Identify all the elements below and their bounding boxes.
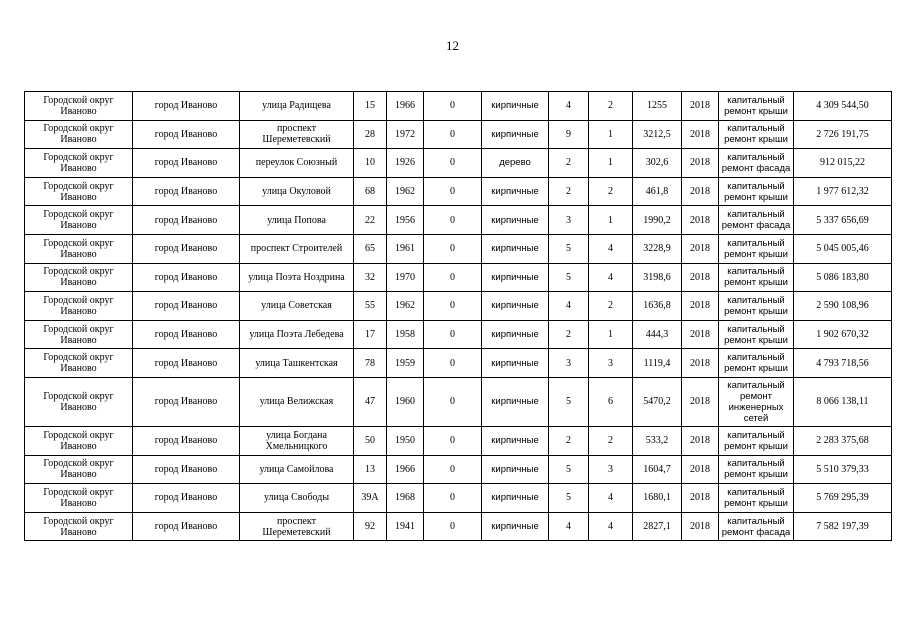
cell-city: город Иваново <box>133 484 240 513</box>
cell-house: 55 <box>354 292 387 321</box>
cell-zero: 0 <box>424 426 482 455</box>
cell-entrances: 1 <box>589 120 633 149</box>
cell-street: улица Радищева <box>240 92 354 121</box>
cell-material: кирпичные <box>482 292 549 321</box>
cell-work: капитальный ремонт крыши <box>719 292 794 321</box>
cell-street: улица Поэта Ноздрина <box>240 263 354 292</box>
cell-floors: 9 <box>549 120 589 149</box>
cell-plan-year: 2018 <box>682 349 719 378</box>
table-row <box>25 320 892 349</box>
cell-street: улица Поэта Лебедева <box>240 320 354 349</box>
cell-entrances: 3 <box>589 455 633 484</box>
cell-work: капитальный ремонт фасада <box>719 149 794 178</box>
cell-area: 3228,9 <box>633 234 682 263</box>
cell-house: 22 <box>354 206 387 235</box>
cell-material: кирпичные <box>482 349 549 378</box>
cell-floors: 3 <box>549 206 589 235</box>
cell-area: 1604,7 <box>633 455 682 484</box>
cell-floors: 2 <box>549 320 589 349</box>
cell-plan-year: 2018 <box>682 92 719 121</box>
cell-house: 47 <box>354 377 387 426</box>
cell-plan-year: 2018 <box>682 320 719 349</box>
cell-year: 1958 <box>387 320 424 349</box>
cell-plan-year: 2018 <box>682 512 719 541</box>
cell-plan-year: 2018 <box>682 177 719 206</box>
cell-house: 28 <box>354 120 387 149</box>
cell-work: капитальный ремонт крыши <box>719 455 794 484</box>
cell-cost: 7 582 197,39 <box>794 512 892 541</box>
cell-floors: 5 <box>549 234 589 263</box>
table-row <box>25 426 892 455</box>
cell-cost: 2 283 375,68 <box>794 426 892 455</box>
cell-street: улица Попова <box>240 206 354 235</box>
cell-area: 461,8 <box>633 177 682 206</box>
cell-year: 1926 <box>387 149 424 178</box>
cell-street: проспект Строителей <box>240 234 354 263</box>
cell-house: 15 <box>354 92 387 121</box>
cell-floors: 2 <box>549 426 589 455</box>
cell-cost: 1 902 670,32 <box>794 320 892 349</box>
cell-year: 1966 <box>387 92 424 121</box>
cell-street: улица Ташкентская <box>240 349 354 378</box>
cell-city: город Иваново <box>133 512 240 541</box>
table-row <box>25 263 892 292</box>
cell-floors: 2 <box>549 177 589 206</box>
cell-work: капитальный ремонт крыши <box>719 234 794 263</box>
cell-city: город Иваново <box>133 455 240 484</box>
table-row <box>25 512 892 541</box>
cell-house: 65 <box>354 234 387 263</box>
cell-street: улица Богдана Хмельницкого <box>240 426 354 455</box>
cell-cost: 5 045 005,46 <box>794 234 892 263</box>
cell-entrances: 4 <box>589 263 633 292</box>
cell-material: кирпичные <box>482 120 549 149</box>
cell-district: Городской округ Иваново <box>25 484 133 513</box>
cell-year: 1956 <box>387 206 424 235</box>
cell-district: Городской округ Иваново <box>25 263 133 292</box>
cell-floors: 2 <box>549 149 589 178</box>
cell-plan-year: 2018 <box>682 206 719 235</box>
cell-plan-year: 2018 <box>682 149 719 178</box>
cell-plan-year: 2018 <box>682 292 719 321</box>
cell-work: капитальный ремонт инженерных сетей <box>719 377 794 426</box>
cell-district: Городской округ Иваново <box>25 92 133 121</box>
cell-cost: 8 066 138,11 <box>794 377 892 426</box>
cell-floors: 5 <box>549 484 589 513</box>
cell-cost: 5 510 379,33 <box>794 455 892 484</box>
cell-year: 1962 <box>387 177 424 206</box>
cell-city: город Иваново <box>133 92 240 121</box>
table-row <box>25 206 892 235</box>
cell-year: 1941 <box>387 512 424 541</box>
cell-area: 5470,2 <box>633 377 682 426</box>
cell-zero: 0 <box>424 484 482 513</box>
cell-year: 1959 <box>387 349 424 378</box>
cell-area: 1119,4 <box>633 349 682 378</box>
cell-work: капитальный ремонт крыши <box>719 263 794 292</box>
cell-street: улица Советская <box>240 292 354 321</box>
cell-area: 1255 <box>633 92 682 121</box>
cell-zero: 0 <box>424 349 482 378</box>
cell-zero: 0 <box>424 292 482 321</box>
cell-entrances: 2 <box>589 426 633 455</box>
cell-plan-year: 2018 <box>682 263 719 292</box>
cell-work: капитальный ремонт крыши <box>719 120 794 149</box>
cell-zero: 0 <box>424 177 482 206</box>
cell-entrances: 4 <box>589 512 633 541</box>
cell-zero: 0 <box>424 149 482 178</box>
cell-entrances: 4 <box>589 234 633 263</box>
cell-year: 1966 <box>387 455 424 484</box>
cell-work: капитальный ремонт крыши <box>719 177 794 206</box>
cell-year: 1968 <box>387 484 424 513</box>
cell-entrances: 2 <box>589 292 633 321</box>
table-row <box>25 377 892 426</box>
page-number: 12 <box>446 38 459 53</box>
cell-zero: 0 <box>424 234 482 263</box>
cell-material: кирпичные <box>482 263 549 292</box>
cell-street: улица Самойлова <box>240 455 354 484</box>
cell-plan-year: 2018 <box>682 426 719 455</box>
cell-city: город Иваново <box>133 149 240 178</box>
cell-district: Городской округ Иваново <box>25 512 133 541</box>
cell-zero: 0 <box>424 92 482 121</box>
cell-floors: 3 <box>549 349 589 378</box>
cell-plan-year: 2018 <box>682 120 719 149</box>
cell-material: дерево <box>482 149 549 178</box>
cell-material: кирпичные <box>482 320 549 349</box>
cell-year: 1970 <box>387 263 424 292</box>
cell-city: город Иваново <box>133 234 240 263</box>
cell-city: город Иваново <box>133 320 240 349</box>
table-row <box>25 484 892 513</box>
cell-cost: 5 086 183,80 <box>794 263 892 292</box>
cell-area: 1990,2 <box>633 206 682 235</box>
cell-cost: 2 590 108,96 <box>794 292 892 321</box>
cell-material: кирпичные <box>482 92 549 121</box>
cell-cost: 912 015,22 <box>794 149 892 178</box>
cell-material: кирпичные <box>482 512 549 541</box>
cell-work: капитальный ремонт крыши <box>719 320 794 349</box>
cell-street: улица Велижская <box>240 377 354 426</box>
cell-city: город Иваново <box>133 292 240 321</box>
cell-district: Городской округ Иваново <box>25 234 133 263</box>
cell-house: 32 <box>354 263 387 292</box>
cell-house: 92 <box>354 512 387 541</box>
cell-material: кирпичные <box>482 377 549 426</box>
cell-house: 68 <box>354 177 387 206</box>
cell-area: 1636,8 <box>633 292 682 321</box>
cell-zero: 0 <box>424 320 482 349</box>
cell-year: 1972 <box>387 120 424 149</box>
cell-floors: 5 <box>549 263 589 292</box>
cell-material: кирпичные <box>482 484 549 513</box>
table-row <box>25 455 892 484</box>
cell-city: город Иваново <box>133 377 240 426</box>
cell-city: город Иваново <box>133 120 240 149</box>
cell-cost: 5 337 656,69 <box>794 206 892 235</box>
cell-cost: 1 977 612,32 <box>794 177 892 206</box>
cell-district: Городской округ Иваново <box>25 320 133 349</box>
cell-district: Городской округ Иваново <box>25 206 133 235</box>
cell-house: 10 <box>354 149 387 178</box>
cell-cost: 5 769 295,39 <box>794 484 892 513</box>
cell-entrances: 3 <box>589 349 633 378</box>
table-row <box>25 349 892 378</box>
cell-floors: 4 <box>549 512 589 541</box>
cell-district: Городской округ Иваново <box>25 292 133 321</box>
cell-material: кирпичные <box>482 234 549 263</box>
cell-house: 17 <box>354 320 387 349</box>
cell-house: 50 <box>354 426 387 455</box>
cell-cost: 2 726 191,75 <box>794 120 892 149</box>
cell-work: капитальный ремонт крыши <box>719 92 794 121</box>
cell-plan-year: 2018 <box>682 484 719 513</box>
cell-street: проспект Шереметевский <box>240 512 354 541</box>
cell-zero: 0 <box>424 263 482 292</box>
cell-city: город Иваново <box>133 349 240 378</box>
cell-district: Городской округ Иваново <box>25 349 133 378</box>
cell-street: улица Окуловой <box>240 177 354 206</box>
cell-floors: 5 <box>549 455 589 484</box>
cell-material: кирпичные <box>482 177 549 206</box>
cell-district: Городской округ Иваново <box>25 455 133 484</box>
cell-area: 3198,6 <box>633 263 682 292</box>
table-row <box>25 92 892 121</box>
cell-entrances: 1 <box>589 320 633 349</box>
cell-district: Городской округ Иваново <box>25 149 133 178</box>
cell-entrances: 1 <box>589 206 633 235</box>
cell-street: улица Свободы <box>240 484 354 513</box>
cell-house: 78 <box>354 349 387 378</box>
cell-zero: 0 <box>424 512 482 541</box>
cell-cost: 4 309 544,50 <box>794 92 892 121</box>
cell-city: город Иваново <box>133 177 240 206</box>
cell-zero: 0 <box>424 377 482 426</box>
repair-table <box>24 91 892 541</box>
table-body <box>25 92 892 541</box>
cell-entrances: 1 <box>589 149 633 178</box>
cell-city: город Иваново <box>133 263 240 292</box>
cell-city: город Иваново <box>133 206 240 235</box>
cell-entrances: 2 <box>589 92 633 121</box>
cell-year: 1960 <box>387 377 424 426</box>
table-row <box>25 292 892 321</box>
cell-street: проспект Шереметевский <box>240 120 354 149</box>
cell-material: кирпичные <box>482 426 549 455</box>
cell-material: кирпичные <box>482 455 549 484</box>
cell-work: капитальный ремонт крыши <box>719 426 794 455</box>
cell-zero: 0 <box>424 455 482 484</box>
cell-plan-year: 2018 <box>682 455 719 484</box>
cell-area: 1680,1 <box>633 484 682 513</box>
table-row <box>25 234 892 263</box>
cell-year: 1962 <box>387 292 424 321</box>
cell-area: 3212,5 <box>633 120 682 149</box>
cell-year: 1950 <box>387 426 424 455</box>
cell-work: капитальный ремонт фасада <box>719 206 794 235</box>
cell-work: капитальный ремонт крыши <box>719 349 794 378</box>
cell-plan-year: 2018 <box>682 234 719 263</box>
cell-district: Городской округ Иваново <box>25 426 133 455</box>
cell-district: Городской округ Иваново <box>25 377 133 426</box>
cell-floors: 5 <box>549 377 589 426</box>
cell-district: Городской округ Иваново <box>25 177 133 206</box>
cell-entrances: 2 <box>589 177 633 206</box>
cell-floors: 4 <box>549 292 589 321</box>
cell-house: 13 <box>354 455 387 484</box>
cell-area: 444,3 <box>633 320 682 349</box>
cell-house: 39А <box>354 484 387 513</box>
table-row <box>25 120 892 149</box>
table-row <box>25 177 892 206</box>
cell-area: 533,2 <box>633 426 682 455</box>
table-row <box>25 149 892 178</box>
cell-floors: 4 <box>549 92 589 121</box>
cell-entrances: 4 <box>589 484 633 513</box>
cell-entrances: 6 <box>589 377 633 426</box>
cell-area: 2827,1 <box>633 512 682 541</box>
cell-zero: 0 <box>424 120 482 149</box>
cell-material: кирпичные <box>482 206 549 235</box>
cell-year: 1961 <box>387 234 424 263</box>
cell-work: капитальный ремонт фасада <box>719 512 794 541</box>
cell-cost: 4 793 718,56 <box>794 349 892 378</box>
cell-street: переулок Союзный <box>240 149 354 178</box>
cell-zero: 0 <box>424 206 482 235</box>
cell-area: 302,6 <box>633 149 682 178</box>
cell-city: город Иваново <box>133 426 240 455</box>
cell-district: Городской округ Иваново <box>25 120 133 149</box>
cell-plan-year: 2018 <box>682 377 719 426</box>
cell-work: капитальный ремонт крыши <box>719 484 794 513</box>
